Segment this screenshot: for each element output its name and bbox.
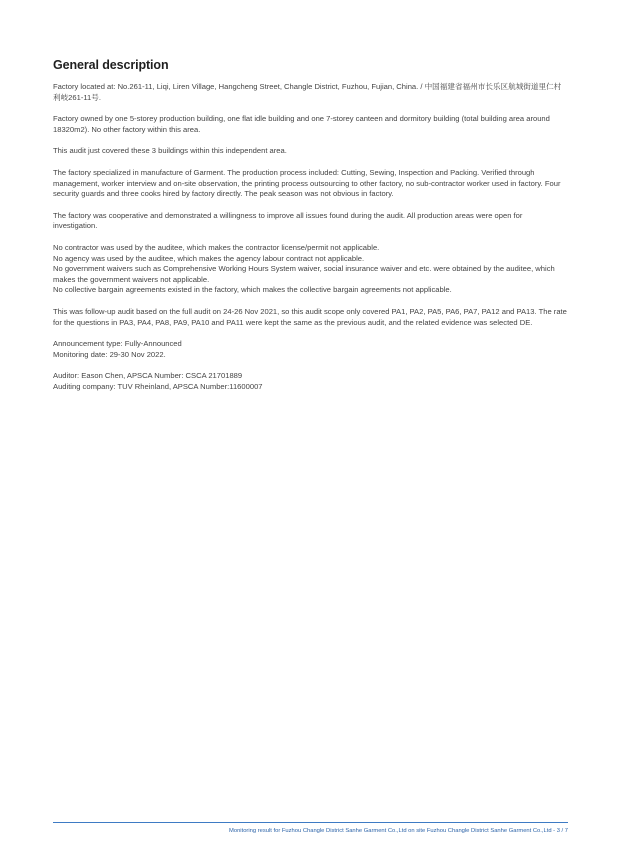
paragraph-line: This audit just covered these 3 buildings within this independent area. [53,146,287,156]
paragraph-line: This was follow-up audit based on the full audit on 24-26 Nov 2021, so this audit scope only covered PA1, PA2, PA5, PA6, PA7, PA12 and PA13. The rate for the questions in PA3, PA4, PA8, PA9, PA10 and PA11 were kept the same as the previous audit, and the related evidence was selected DE. [53,306,567,327]
paragraph-line: Factory owned by one 5-storey production building, one flat idle building and one 7-storey canteen and dormitory building (total building area around 18320m2). No other factory within this area. [53,114,550,134]
section-title: General description [53,58,169,72]
paragraph-buildings [53,114,568,135]
paragraph-line: Monitoring date: 29-30 Nov 2022. [53,349,166,359]
paragraph-follow-up [53,307,568,328]
paragraph-line: No contractor was used by the auditee, which makes the contractor license/permit not applicable. [53,242,380,252]
paragraph-announcement [53,339,568,360]
paragraph-line: Auditing company: TUV Rheinland, APSCA Number:11600007 [53,381,263,391]
paragraph-line: Factory located at: No.261-11, Liqi, Liren Village, Hangcheng Street, Changle District, Fuzhou, Fujian, China. / 中国福建省福州市长乐区航城街道里仁村利岐261-11号. [53,82,562,102]
paragraph-line: No agency was used by the auditee, which makes the agency labour contract not applicable. [53,253,365,263]
footer-divider [53,822,568,823]
document-body [53,58,568,403]
paragraph-line: No collective bargain agreements existed in the factory, which makes the collective bargain agreements not applicable. [53,285,452,295]
paragraph-not-applicable [53,243,568,296]
paragraph-line: Auditor: Eason Chen, APSCA Number: CSCA 21701889 [53,371,243,381]
paragraph-auditor [53,371,568,392]
paragraph-line: No government waivers such as Comprehensive Working Hours System waiver, social insurance waiver and etc. were obtained by the auditee, which makes the government waivers not applicable. [53,264,555,284]
paragraph-scope [53,146,568,157]
paragraph-line: The factory was cooperative and demonstrated a willingness to improve all issues found during the audit. All production areas were open for investigation. [53,210,523,231]
paragraph-production [53,168,568,200]
paragraph-line: Announcement type: Fully-Announced [53,339,182,349]
paragraph-cooperation [53,211,568,232]
paragraph-line: The factory specialized in manufacture of Garment. The production process included: Cutting, Sewing, Inspection and Packing. Verified through management, worker interview and on-site observation, the printing process outsourcing to other factory, no sub-contractor worker used in factory. Four security guards and three cooks hired by factory directly. The peak season was not obvious in factory. [53,167,561,199]
footer-caption: Monitoring result for Fuzhou Changle District Sanhe Garment Co.,Ltd on site Fuzhou Changle District Sanhe Garment Co.,Ltd - 3 / 7 [229,828,568,834]
paragraph-location [53,82,568,103]
